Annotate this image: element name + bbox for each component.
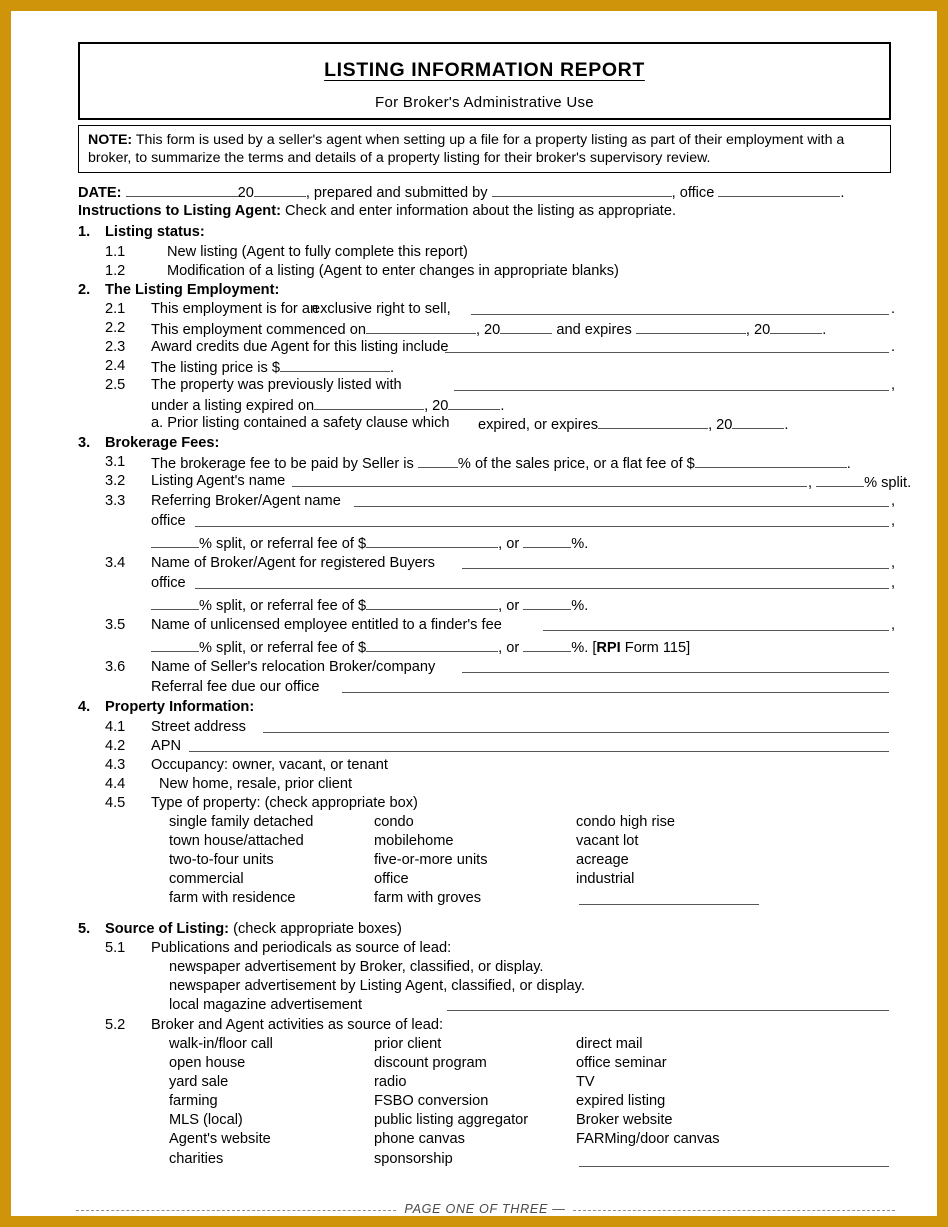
referring-split-blank[interactable] [151,533,199,548]
activity-other-blank[interactable] [579,1166,889,1167]
item-4-4-text[interactable]: New home, resale, prior client [159,776,353,792]
publication-option-1[interactable]: newspaper advertisement by Listing Agent, classified, or display. [169,978,585,994]
buyer-split-blank[interactable] [151,595,199,610]
item-2-5-expired-label: under a listing expired on [151,397,315,414]
section-5-title-row [105,920,402,939]
item-3-3-number: 3.3 [105,493,126,509]
section-5-title-suffix: (check appropriate boxes) [229,921,402,937]
finder-fee-blank[interactable] [366,637,498,652]
section-3-title: Brokerage Fees: [105,435,220,451]
expires-date-blank[interactable] [636,319,746,334]
date-mid: , prepared and submitted by [305,184,488,201]
section-3-number: 3. [78,435,91,451]
form-sheet: LISTING INFORMATION REPORT For Broker's Administrative Use NOTE: This form is used by a seller's agent when setting up a file for a property listing as part of their employment with a broker, to summarize the terms and details of a property listing for their broker's supervisory review. DATE: 20 , prepared and submitted by , office . Instructions to Listing Agent: Check and enter information about the listing as appropriate. 1. Listing status: 1.1 New listing (Agent to fully complete this report) 1.2 Modification of a listing (Agent to enter changes in appropriate blanks) 2. The Listing Employment: 2.1 This employment is for an exclusive right to sell, . 2.2 This employment commenced on , 20 and expires , 20 . 2.3 Award credits due Agent for this listing include . 2.4 The listing price is $ . 2.5 The property was previously listed with , under a listing expired on , 20 . a. Prior listing contained a safety clause which expired, or expires , 20 . 3. Brokerage Fees: 3.1 The brokerage fee to be paid by Seller is % of the sales price, or a flat fee of $ . 3.2 Listing Agent's name , % split. 3.3 Referring Broker/Agent name , office , % split, or referral fee of $ , or %. 3.4 Name of Broker/Agent for registered Buyers , office , % split, or referral fee of $ , or %. 3.5 Name of unlicensed employee entitled to a finder's fee , % split, or referral fee of $ , or %. [RPI Form 115] 3.6 Name of Seller's relocation Broker/company Referral fee due our office 4. Property Information: 4.1 Street address 4.2 APN 4.3 Occupancy: owner, vacant, or tenant 4.4 New home, resale, prior client 4.5 Type of property: (check appropriate box) single family detached town house/attached two-to-four units commercial farm with residence condo mobilehome five-or-more units office farm with groves condo high rise vacant lot acreage industrial 5. Source of Listing: (check appropriate boxes) 5.1 Publications and periodicals as source of lead: newspaper advertisement by Broker, classified, or display. newspaper advertisement by Listing Agent, classified, or display. local magazine advertisement 5.2 Broker and Agent activities as source of lead: walk-in/floor call open house yard sale farming MLS (local) Agent's website charities prior client discount program radio FSBO conversion public listing aggregator phone canvas sponsorship direct mail office seminar TV expired listing Broker website FARMing/door canvas PAGE ONE OF THREE — FORM 522 [67,30,937,1200]
item-4-4-number: 4.4 [105,776,126,792]
item-3-4-text: Name of Broker/Agent for registered Buyers [151,555,435,571]
property-type-c1-1[interactable]: town house/attached [169,833,304,849]
activity-c3-0[interactable]: direct mail [576,1036,643,1052]
item-3-4-number: 3.4 [105,555,126,571]
activity-c1-6[interactable]: charities [169,1151,224,1167]
property-type-other-blank[interactable] [579,904,759,905]
item-3-1-flat-label: % of the sales price, or a flat fee of $ [457,455,695,472]
date-row [78,182,844,203]
date-blank[interactable] [126,182,238,197]
activity-c1-4[interactable]: MLS (local) [169,1112,243,1128]
brokerage-percent-blank[interactable] [418,453,458,468]
item-3-5-number: 3.5 [105,617,126,633]
item-2-3-text: Award credits due Agent for this listing include [151,339,449,355]
date-period: . [840,184,845,201]
referring-fee-blank[interactable] [366,533,498,548]
buyer-or-label: , or [498,597,520,614]
item-2-5-blank[interactable] [454,390,889,391]
item-4-2-text: APN [151,738,182,754]
item-2-1-blank[interactable] [471,314,889,315]
page-title: LISTING INFORMATION REPORT [324,59,645,81]
office-blank[interactable] [718,182,840,197]
referring-pct-label: %. [571,535,589,552]
item-3-6-text: Name of Seller's relocation Broker/company [151,659,436,675]
property-type-c1-4[interactable]: farm with residence [169,890,296,906]
commenced-year-blank[interactable] [500,319,552,334]
finder-pct-blank[interactable] [523,637,571,652]
item-3-4-office-label: office [151,575,186,591]
item-4-2-number: 4.2 [105,738,126,754]
item-3-6-referral-blank[interactable] [342,692,889,693]
local-magazine-blank[interactable] [447,1010,889,1011]
section-2-number: 2. [78,282,91,298]
item-5-2-text: Broker and Agent activities as source of lead: [151,1017,444,1033]
item-4-1-text: Street address [151,719,246,735]
flat-fee-blank[interactable] [695,453,847,468]
date-year-prefix: 20 [237,184,254,201]
safety-clause-year: , 20 [708,416,733,433]
instructions-text: Check and enter information about the listing as appropriate. [280,203,677,219]
item-2-2-label: This employment commenced on [151,321,366,338]
office-label: , office [671,184,715,201]
item-5-2-number: 5.2 [105,1017,126,1033]
footer-dash-left [76,1210,396,1211]
item-1-2-text[interactable]: Modification of a listing (Agent to enter changes in appropriate blanks) [167,263,619,279]
item-4-1-number: 4.1 [105,719,126,735]
section-5-title: Source of Listing: [105,921,230,937]
item-3-3-blank[interactable] [354,506,889,507]
property-type-c3-3[interactable]: industrial [576,871,635,887]
item-3-1-number: 3.1 [105,454,126,470]
activity-c2-6[interactable]: sponsorship [374,1151,453,1167]
item-2-3-number: 2.3 [105,339,126,355]
prepared-by-blank[interactable] [492,182,672,197]
item-2-2-expires-year: , 20 [745,321,771,338]
listing-agent-split-blank[interactable] [816,472,864,487]
property-type-c1-3[interactable]: commercial [169,871,244,887]
listing-agent-split-label: % split. [864,474,912,491]
page-subtitle: For Broker's Administrative Use [375,93,594,111]
rpi-label: RPI [596,639,621,656]
item-3-6-referral-label: Referral fee due our office [151,679,320,695]
item-3-6-number: 3.6 [105,659,126,675]
expires-year-blank[interactable] [770,319,822,334]
property-type-c2-1[interactable]: mobilehome [374,833,454,849]
item-3-2-blank[interactable] [292,486,807,487]
item-4-3-number: 4.3 [105,757,126,773]
item-2-5-expired-year: , 20 [424,397,449,414]
finder-pct-label: %. [ [571,639,597,656]
footer-dash-right [573,1210,895,1211]
item-2-1-number: 2.1 [105,301,126,317]
prior-expired-year-blank[interactable] [448,395,500,410]
item-3-1-text: The brokerage fee to be paid by Seller is % of the sales price, or a flat fee of $ . [151,453,851,474]
listing-price-blank[interactable] [280,357,390,372]
item-5-1-number: 5.1 [105,940,126,956]
street-address-blank[interactable] [263,732,889,733]
buyer-pct-label: %. [571,597,589,614]
item-5-1-text: Publications and periodicals as source of lead: [151,940,452,956]
item-2-2-text: This employment commenced on , 20 and expires , 20 . [151,319,826,340]
item-4-5-number: 4.5 [105,795,126,811]
activity-c1-5[interactable]: Agent's website [169,1131,271,1147]
activity-c2-2[interactable]: radio [374,1074,407,1090]
property-type-c1-2[interactable]: two-to-four units [169,852,274,868]
buyer-split-label: % split, or referral fee of $ [199,597,367,614]
activity-c1-3[interactable]: farming [169,1093,218,1109]
note-text: This form is used by a seller's agent when setting up a file for a property listing as part of their employment with a broker, to summarize the terms and details of a property listing for their broker's supervisory review. [88,132,845,167]
finder-split-label: % split, or referral fee of $ [199,639,367,656]
safety-clause-date-blank[interactable] [598,414,708,429]
item-3-3-office-label: office [151,513,186,529]
item-3-2-text: Listing Agent's name [151,473,286,489]
date-label: DATE: [78,184,122,201]
publication-option-2[interactable]: local magazine advertisement [169,997,363,1013]
item-1-1-number: 1.1 [105,244,126,260]
property-type-c2-2[interactable]: five-or-more units [374,852,488,868]
property-type-c1-0[interactable]: single family detached [169,814,314,830]
section-1-title: Listing status: [105,224,205,240]
activity-c3-1[interactable]: office seminar [576,1055,667,1071]
item-2-1-option[interactable]: exclusive right to sell, [312,301,451,317]
item-3-2-split: , % split. [808,472,911,493]
item-2-5-a-label: a. Prior listing contained a safety clause which [151,415,450,431]
buyer-fee-blank[interactable] [366,595,498,610]
activity-c2-3[interactable]: FSBO conversion [374,1093,489,1109]
activity-c3-5[interactable]: FARMing/door canvas [576,1131,720,1147]
item-2-5-number: 2.5 [105,377,126,393]
commenced-date-blank[interactable] [366,319,476,334]
item-3-4-split-row [151,595,588,616]
section-4-title: Property Information: [105,699,255,715]
section-4-number: 4. [78,699,91,715]
finder-or-label: , or [498,639,520,656]
item-3-5-split-row [151,637,690,658]
activity-c2-0[interactable]: prior client [374,1036,442,1052]
item-3-3-office-blank[interactable] [195,526,889,527]
item-4-5-text: Type of property: (check appropriate box) [151,795,418,811]
property-type-c2-0[interactable]: condo [374,814,414,830]
item-2-3-blank[interactable] [445,352,889,353]
finder-split-blank[interactable] [151,637,199,652]
item-2-2-expires-label: and expires [556,321,632,338]
footer-label: PAGE ONE OF THREE — FORM 522 [401,1201,569,1227]
item-3-1-label: The brokerage fee to be paid by Seller is [151,455,414,472]
prior-expired-date-blank[interactable] [314,395,424,410]
note-label: NOTE: [88,132,133,148]
buyer-pct-blank[interactable] [523,595,571,610]
property-type-c2-3[interactable]: office [374,871,409,887]
item-2-4-label: The listing price is $ [151,359,280,376]
property-type-c3-1[interactable]: vacant lot [576,833,639,849]
item-2-2-year: , 20 [475,321,501,338]
item-3-5-text: Name of unlicensed employee entitled to a finder's fee [151,617,502,633]
property-type-c3-2[interactable]: acreage [576,852,629,868]
item-3-3-text: Referring Broker/Agent name [151,493,341,509]
item-3-4-office-blank[interactable] [195,588,889,589]
apn-blank[interactable] [189,751,889,752]
instructions-label: Instructions to Listing Agent: [78,203,281,219]
activity-c1-2[interactable]: yard sale [169,1074,229,1090]
item-2-2-number: 2.2 [105,320,126,336]
date-year-blank[interactable] [254,182,306,197]
item-3-3-split-row [151,533,588,554]
title-box [78,42,891,120]
item-2-5-expired-row: under a listing expired on , 20 . [151,395,504,416]
item-3-6-blank[interactable] [462,672,889,673]
item-4-3-text[interactable]: Occupancy: owner, vacant, or tenant [151,757,388,773]
item-3-2-number: 3.2 [105,473,126,489]
note-box [78,125,891,173]
publication-option-0[interactable]: newspaper advertisement by Broker, classified, or display. [169,959,544,975]
item-3-5-blank[interactable] [543,630,889,631]
item-2-5-text: The property was previously listed with [151,377,402,393]
activity-c2-1[interactable]: discount program [374,1055,487,1071]
referring-pct-blank[interactable] [523,533,571,548]
item-2-1-text: This employment is for an [151,301,319,317]
item-1-1-text[interactable]: New listing (Agent to fully complete this report) [167,244,468,260]
referring-split-label: % split, or referral fee of $ [199,535,367,552]
property-type-c3-0[interactable]: condo high rise [576,814,675,830]
referring-or-label: , or [498,535,520,552]
activity-c3-3[interactable]: expired listing [576,1093,666,1109]
item-2-4-text: The listing price is $ . [151,357,394,378]
item-2-5-a-row: expired, or expires , 20 . [478,414,788,435]
item-2-4-number: 2.4 [105,358,126,374]
item-3-4-blank[interactable] [462,568,889,569]
section-1-number: 1. [78,224,91,240]
activity-c2-5[interactable]: phone canvas [374,1131,465,1147]
activity-c1-0[interactable]: walk-in/floor call [169,1036,273,1052]
rpi-form-label: Form 115] [620,639,691,656]
activity-c3-4[interactable]: Broker website [576,1112,673,1128]
activity-c1-1[interactable]: open house [169,1055,246,1071]
property-type-c2-4[interactable]: farm with groves [374,890,482,906]
section-2-title: The Listing Employment: [105,282,280,298]
section-5-number: 5. [78,921,91,937]
item-1-2-number: 1.2 [105,263,126,279]
activity-c2-4[interactable]: public listing aggregator [374,1112,529,1128]
activity-c3-2[interactable]: TV [576,1074,595,1090]
safety-clause-label[interactable]: expired, or expires [478,416,599,433]
instructions-row [78,202,676,221]
safety-clause-year-blank[interactable] [732,414,784,429]
